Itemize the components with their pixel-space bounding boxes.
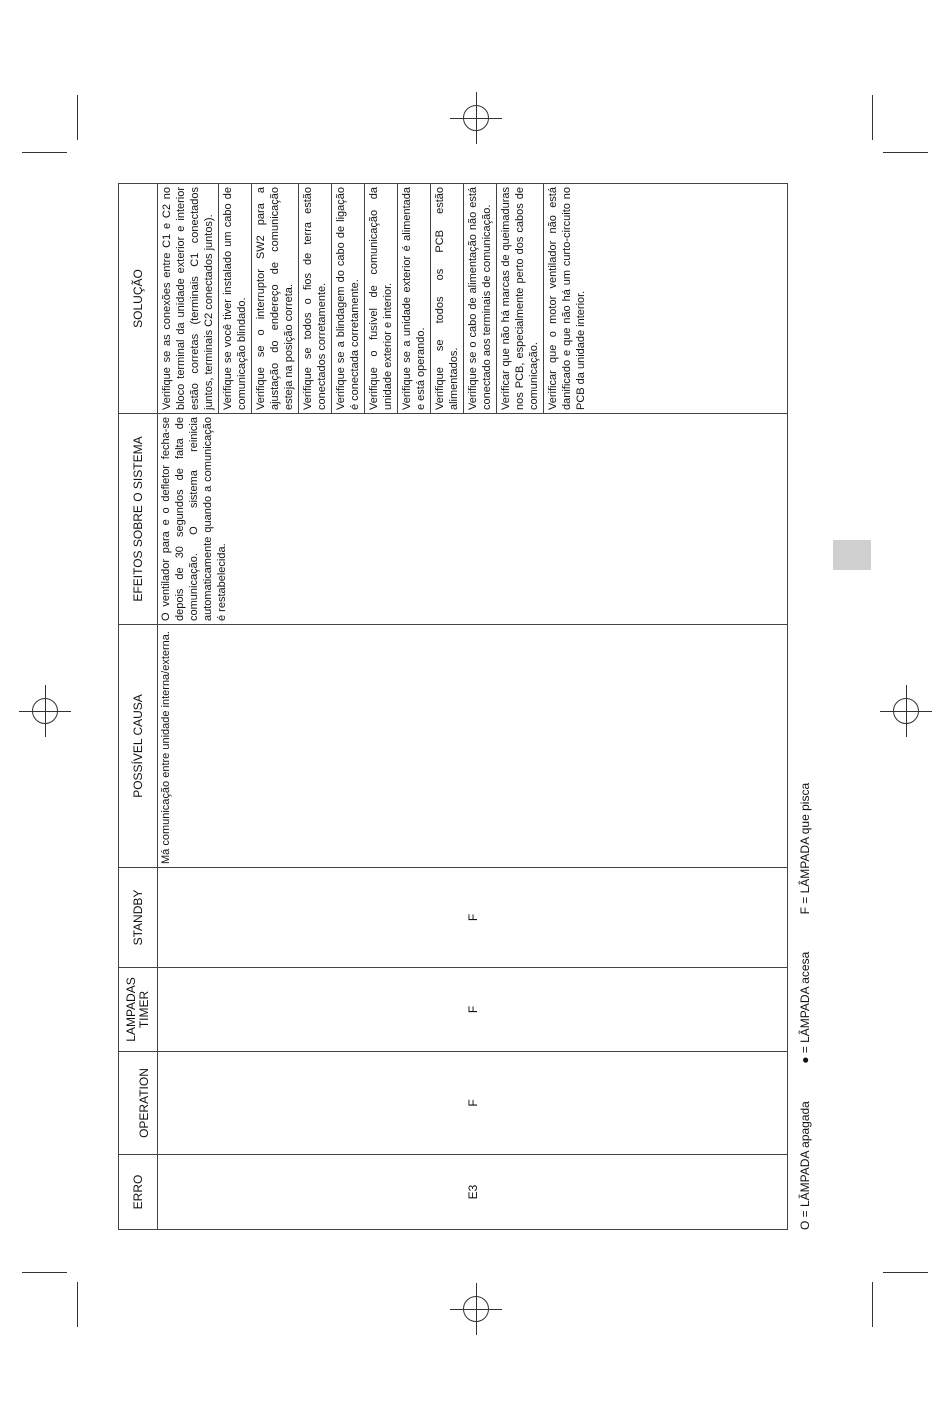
header-lampadas: LAMPADAS — [124, 977, 138, 1042]
cell-solucao — [158, 184, 788, 414]
rotated-page — [118, 184, 812, 1230]
table-header-row — [119, 184, 158, 1230]
solution-item: Verifique se todos o fios de terra estão conectados corretamente. — [298, 184, 331, 413]
solution-item: Verifique se a blindagem do cabo de ligação é conectada corretamente. — [331, 184, 364, 413]
solution-item: Verifique se as conexões entre C1 e C2 no bloco terminal da unidade exterior e interior estão corretas (terminais C1 conectados juntos, terminais C2 conectados juntos). — [161, 187, 215, 410]
solution-item: Verifique se você tiver instalado um cabo de comunicação blindado. — [218, 184, 251, 413]
cell-causa: Má comunicação entre unidade interna/externa. — [158, 625, 788, 868]
legend — [798, 184, 812, 1230]
header-causa: POSSÍVEL CAUSA — [119, 625, 158, 868]
cell-operation: F — [158, 1052, 788, 1155]
solution-item: Verificar que o motor ventilador não está danificado e que não há um curto-circuito no PCB da unidade interior. — [543, 184, 590, 413]
solution-item: Verificar que não há marcas de queimaduras nos PCB, especialmente perto dos cabos de comunicação. — [496, 184, 543, 413]
registration-mark-icon — [463, 105, 489, 131]
header-operation: OPERATION — [119, 1052, 158, 1155]
header-solucao: SOLUÇÃO — [119, 184, 158, 414]
crop-mark — [872, 95, 873, 140]
crop-mark — [883, 152, 928, 153]
header-timer: LAMPADAS TIMER — [119, 968, 158, 1052]
header-erro: ERRO — [119, 1155, 158, 1230]
crop-mark — [22, 152, 67, 153]
cell-erro: E3 — [158, 1155, 788, 1230]
solution-item: Verifique se a unidade exterior é alimentada e está operando. — [397, 184, 430, 413]
section-tab-marker — [833, 540, 871, 570]
registration-mark-icon — [893, 698, 919, 724]
registration-mark-icon — [463, 1296, 489, 1322]
legend-on: ● = LÂMPADA acesa — [798, 951, 812, 1064]
cell-timer: F — [158, 968, 788, 1052]
solution-item: Verifique se o interruptor SW2 para a ajustação do endereço de comunicação esteja na posição correta. — [251, 184, 298, 413]
table-row — [158, 184, 788, 1230]
registration-mark-icon — [32, 698, 58, 724]
solution-item: Verifique se o cabo de alimentação não está conectado aos terminais de comunicação. — [463, 184, 496, 413]
header-standby: STANDBY — [119, 868, 158, 968]
crop-mark — [22, 1272, 67, 1273]
crop-mark — [883, 1272, 928, 1273]
crop-mark — [77, 1282, 78, 1327]
cell-efeitos: O ventilador para e o defletor fecha-se depois de 30 segundos de falta de comunicação. O sistema reinicia automaticamente quando a comunicação é restabelecida. — [158, 414, 788, 625]
legend-flash: F = LÂMPADA que pisca — [798, 782, 812, 915]
crop-mark — [77, 95, 78, 140]
header-efeitos: EFEITOS SOBRE O SISTEMA — [119, 414, 158, 625]
error-table — [118, 183, 788, 1230]
cell-standby: F — [158, 868, 788, 968]
legend-off: O = LÂMPADA apagada — [798, 1101, 812, 1230]
crop-mark — [872, 1282, 873, 1327]
solution-item: Verifique o fusível de comunicação da unidade exterior e interior. — [364, 184, 397, 413]
solution-item: Verifique se todos os PCB estão alimentados. — [430, 184, 463, 413]
